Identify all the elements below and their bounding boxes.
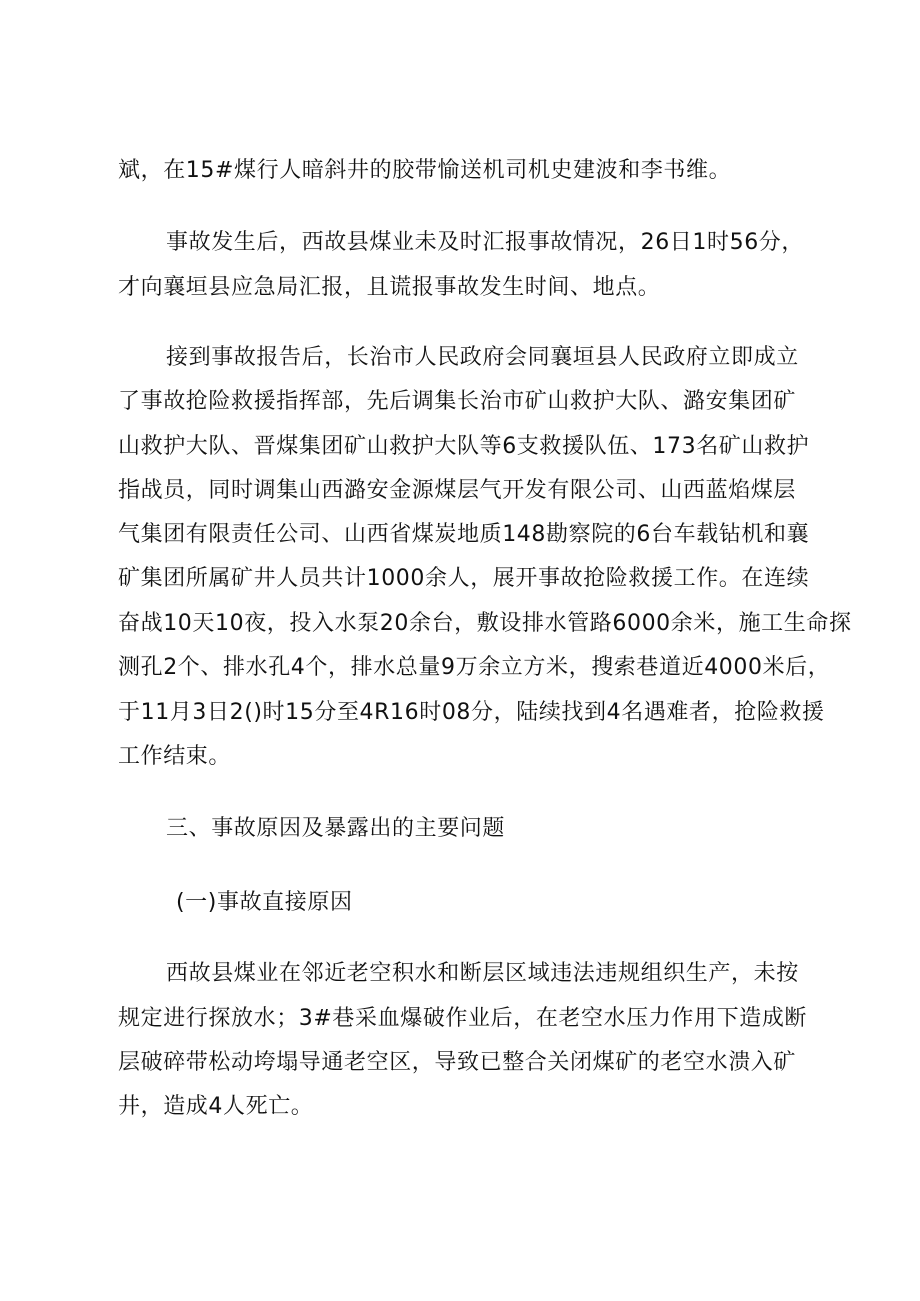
text-line: 斌，在15#煤行人暗斜井的胶带愉送机司机史建波和李书维。 bbox=[118, 158, 732, 183]
text-line: 矿集团所属矿井人员共计1000余人，展开事故抢险救援工作。在连续 bbox=[118, 566, 810, 591]
subsection-heading: (一)事故直接原因 bbox=[176, 890, 353, 915]
text-line: 层破碎带松动垮塌导通老空区，导致已整合关闭煤矿的老空水溃入矿 bbox=[118, 1050, 797, 1075]
section-heading: 三、事故原因及暴露出的主要问题 bbox=[166, 816, 506, 841]
text-line: 规定进行探放水；3#巷采血爆破作业后，在老空水压力作用下造成断 bbox=[118, 1006, 808, 1031]
text-line: 于11月3日2()时15分至4R16时08分，陆续找到4名遇难者，抢险救援 bbox=[118, 700, 825, 725]
text-line: 奋战10天10夜，投入水泵20余台，敷设排水管路6000余米，施工生命探 bbox=[118, 611, 852, 636]
text-line: 指战员，同时调集山西潞安金源煤层气开发有限公司、山西蓝焰煤层 bbox=[118, 478, 797, 503]
text-line: 测孔2个、排水孔4个，排水总量9万余立方米，搜索巷道近4000米后， bbox=[118, 655, 831, 680]
text-line: 了事故抢险救援指挥部，先后调集长治市矿山救护大队、潞安集团矿 bbox=[118, 389, 797, 414]
text-line: 井，造成4人死亡。 bbox=[118, 1094, 314, 1119]
text-line: 接到事故报告后，长治市人民政府会同襄垣县人民政府立即成立 bbox=[166, 345, 799, 370]
text-line: 事故发生后，西故县煤业未及时汇报事故情况，26日1时56分， bbox=[166, 230, 804, 255]
text-line: 工作结束。 bbox=[118, 744, 232, 769]
text-line: 山救护大队、晋煤集团矿山救护大队等6支救援队伍、173名矿山救护 bbox=[118, 434, 810, 459]
text-line: 才向襄垣县应急局汇报，且谎报事故发生时间、地点。 bbox=[118, 275, 661, 300]
text-line: 西故县煤业在邻近老空积水和断层区域违法违规组织生产，未按 bbox=[166, 961, 799, 986]
text-line: 气集团有限责任公司、山西省煤炭地质148勘察院的6台车载钻机和襄 bbox=[118, 522, 810, 547]
